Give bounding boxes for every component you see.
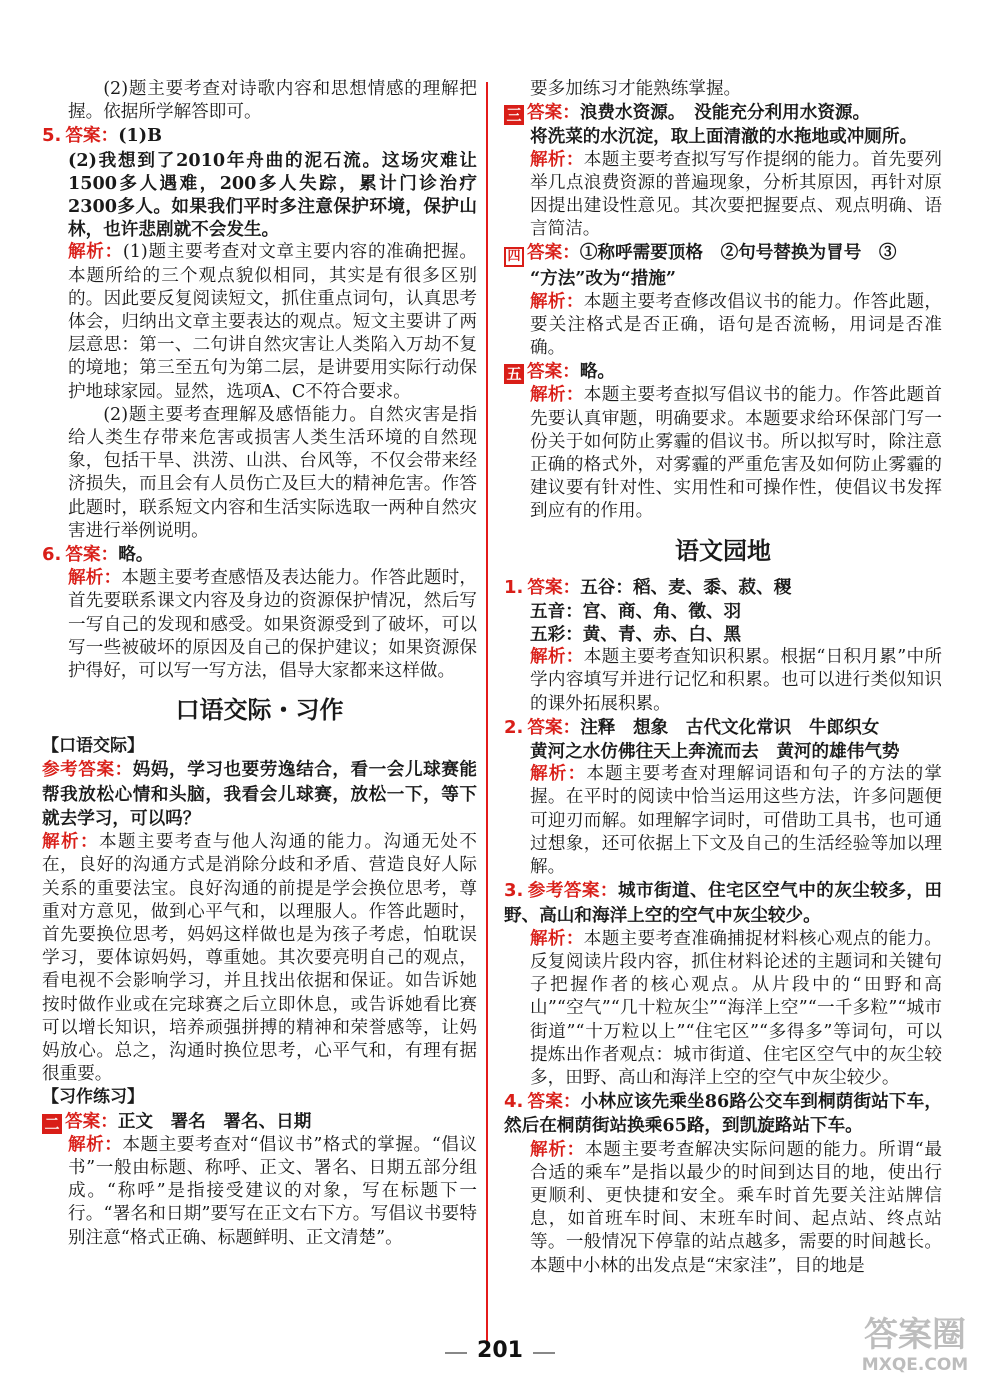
answer-text: 小林应该先乘坐86路公交车到桐荫街站下车，然后在桐荫街站换乘65路，到凯旋路站下车。 <box>504 1091 942 1137</box>
question-5: 5. 答案：(1)B (2)我想到了2010年舟曲的泥石流。这场灾难让1500多人遇难，200多人失踪，累计门诊治疗2300多人。如果我们平时多注意保护环境，保护山林，也许悲剧就不会发生。 解析：(1)题主要考查对文章主要内容的准确把握。本题所给的三个观点貌似相同，其实是有很多区别的。因此要反复阅读短文，抓住重点词句，认真思考体会，归纳出文章主要表达的观点。短文主要讲了两层意思：第一、二句讲自然灾害让人类陷入万劫不复的境地；第三至五句为第二层，是讲要用实际行动保护地球家园。显然，选项A、C不符合要求。 (2)题主要考查理解及感悟能力。自然灾害是指给人类生存带来危害或损害人类生活环境的自然现象，包括干旱、洪涝、山洪、台风等，不仅会带来经济损失，而且会有人员伤亡及巨大的精神危害。作答此题时，联系短文内容和生活实际选取一两种自然灾害进行举例说明。 <box>42 124 477 543</box>
exercise-number-badge: 二 <box>42 1114 62 1134</box>
writing-exercise-4: 四 答案：①称呼需要顶格 ②句号替换为冒号 ③ “方法”改为“措施” 解析：本题主要考查修改倡议书的能力。作答此题，要关注格式是否正确，语句是否流畅，用词是否准确。 <box>504 241 942 360</box>
answer-line-1: 五谷：稻、麦、黍、菽、稷 <box>580 576 792 598</box>
answer-text: 浪费水资源。 没能充分利用水资源。 <box>579 102 871 124</box>
analysis-label: 解析 <box>530 928 566 949</box>
analysis-label: 解析 <box>530 1139 567 1160</box>
question-6: 6. 答案：略。 解析：本题主要考查感悟及表达能力。作答此题时，首先要联系课文内容及身边的资源保护情况，然后写一写自己的发现和感受。如果资源受到了破坏，可以写一些被破坏的原因及自己的保护建议；如果资源保护得好，可以写一写方法，倡导大家都来这样做。 <box>42 544 477 682</box>
answer-text-2: 将洗菜的水沉淀，取上面清澈的水拖地或冲厕所。 <box>530 126 918 148</box>
question-number: 6. <box>42 544 62 566</box>
left-column <box>42 78 477 1250</box>
answer-label: 答案 <box>65 126 101 147</box>
answer-label: 答案 <box>527 103 563 124</box>
reference-answer-label: 参考答案 <box>42 760 115 781</box>
garden-question-2: 2. 答案：注释 想象 古代文化常识 牛郎织女 黄河之水仿佛往天上奔流而去 黄河的雄伟气势 解析：本题主要考查对理解词语和句子的方法的掌握。在平时的阅读中恰当运用这些方法，许多问题便可迎刃而解。如理解字词时，可借助工具书，也可通过想象，还可依据上下文及自己的生活经验等加以理解。 <box>504 716 942 878</box>
question-number: 4. <box>504 1091 524 1113</box>
garden-question-4: 4. 答案：小林应该先乘坐86路公交车到桐荫街站下车，然后在桐荫街站换乘65路，到凯旋路站下车。 解析：本题主要考查解决实际问题的能力。所谓“最合适的乘车”是指以最少的时间到达目的地，使出行更顺利、更快捷和安全。乘车时首先要关注站牌信息，如首班车时间、末班车时间、起点站、终点站等。一般情况下停靠的站点越多，需要的时间越长。本题中小林的出发点是“宋家洼”，目的地是 <box>504 1091 942 1276</box>
analysis-label: 解析 <box>68 568 104 589</box>
footer-line-right <box>533 1352 555 1354</box>
answer-text: 正文 署名 署名、日期 <box>117 1110 312 1132</box>
footer-line-left <box>445 1352 467 1354</box>
answer-line-3: 五彩：黄、青、赤、白、黑 <box>530 624 742 646</box>
analysis-label: 解析 <box>530 291 566 312</box>
exercise-number-badge: 四 <box>504 247 524 267</box>
analysis-text: 本题主要考查准确捕捉材料核心观点的能力。反复阅读片段内容，抓住材料论述的主题词和关键句子把握作者的核心观点。从片段中的“田野和高山”“空气”“几十粒灰尘”“海洋上空”“一千多粒”“城市街道”“十万粒以上”“住宅区”“多得多”等词句，可以提炼出作者观点：城市街道、住宅区空气中的灰尘较多，田野、高山和海洋上空的空气中灰尘较少。 <box>530 928 942 1088</box>
q4-part2-analysis: (2)题主要考查对诗歌内容和思想情感的理解把握。依据所学解答即可。 <box>68 79 477 123</box>
answer-text-2: “方法”改为“措施” <box>530 268 677 290</box>
analysis-label: 解析 <box>530 764 568 785</box>
watermark-logo <box>840 1308 990 1378</box>
answer-text-2: 黄河之水仿佛往天上奔流而去 黄河的雄伟气势 <box>530 741 900 763</box>
answer-label: 答案 <box>527 717 563 738</box>
analysis-text: (1)题主要考查对文章主要内容的准确把握。本题所给的三个观点貌似相同，其实是有很多区别的。因此要反复阅读短文，抓住重点词句，认真思考体会，归纳出文章主要表达的观点。短文主要讲了两层意思：第一、二句讲自然灾害让人类陷入万劫不复的境地；第三至五句为第二层，是讲要用实际行动保护地球家园。显然，选项A、C不符合要求。 <box>68 242 477 402</box>
analysis-text-2: (2)题主要考查理解及感悟能力。自然灾害是指给人类生存带来危害或损害人类生活环境的自然现象，包括干旱、洪涝、山洪、台风等，不仅会带来经济损失，而且会有人员伤亡及巨大的精神危害。作答此题时，联系短文内容和生活实际选取一两种自然灾害进行举例说明。 <box>68 404 477 541</box>
answer-text: 略。 <box>579 361 616 383</box>
analysis-text: 本题主要考查对“倡议书”格式的掌握。“倡议书”一般由标题、称呼、正文、署名、日期五部分组成。“称呼”是指接受建议的对象，写在标题下一行。“署名和日期”要写在正文右下方。写倡议书要特别注意“格式正确、标题鲜明、正文清楚”。 <box>68 1134 477 1248</box>
analysis-label: 解析 <box>530 385 566 406</box>
answer-text: (1)B <box>118 125 162 147</box>
analysis-text: 本题主要考查解决实际问题的能力。所谓“最合适的乘车”是指以最少的时间到达目的地，使出行更顺利、更快捷和安全。乘车时首先要关注站牌信息，如首班车时间、末班车时间、起点站、终点站等。一般情况下停靠的站点越多，需要的时间越长。本题中小林的出发点是“宋家洼”，目的地是 <box>530 1139 942 1276</box>
oral-section-label: 【口语交际】 <box>42 736 144 757</box>
garden-question-1: 1. 答案：五谷：稻、麦、黍、菽、稷 五音：宫、商、角、徵、羽 五彩：黄、青、赤、白、黑 解析：本题主要考查知识积累。根据“日积月累”中所学内容填写并进行记忆和积累。也可以进行类似知识的课外拓展积累。 <box>504 576 942 714</box>
answer-label: 答案 <box>65 545 101 566</box>
question-number: 1. <box>504 576 524 598</box>
section-title-chinese-garden: 语文园地 <box>675 535 771 565</box>
reference-answer-label: 参考答案 <box>527 881 600 902</box>
watermark-title: 答案圈 <box>864 1315 966 1355</box>
answer-text-2: (2)我想到了2010年舟曲的泥石流。这场灾难让1500多人遇难，200多人失踪，累计门诊治疗2300多人。如果我们平时多注意保护环境，保护山林，也许悲剧就不会发生。 <box>68 149 477 241</box>
continued-text: 要多加练习才能熟练掌握。 <box>530 79 742 99</box>
answer-line-2: 五音：宫、商、角、徵、羽 <box>530 600 742 622</box>
analysis-text: 本题主要考查对理解词语和句子的方法的掌握。在平时的阅读中恰当运用这些方法，许多问题便可迎刃而解。如理解字词时，可借助工具书，也可通过想象，还可依据上下文及自己的生活经验等加以理解。 <box>530 764 942 878</box>
analysis-text: 本题主要考查拟写倡议书的能力。作答此题首先要认真审题，明确要求。本题要求给环保部门写一份关于如何防止雾霾的倡议书。所以拟写时，除注意正确的格式外，对雾霾的严重危害及如何防止雾霾的建议要有针对性、实用性和可操作性，使倡议书发挥到应有的作用。 <box>530 385 942 522</box>
writing-exercise-3: 三 答案：浪费水资源。 没能充分利用水资源。 将洗菜的水沉淀，取上面清澈的水拖地或冲厕所。 解析：本题主要考查拟写写作提纲的能力。首先要列举几点浪费资源的普遍现象，分析其原因，再针对原因提出建设性意见。其次要把握要点、观点明确、语言简洁。 <box>504 101 942 241</box>
answer-text: 略。 <box>118 544 154 566</box>
analysis-text: 本题主要考查拟写写作提纲的能力。首先要列举几点浪费资源的普遍现象，分析其原因，再针对原因提出建设性意见。其次要把握要点、观点明确、语言简洁。 <box>530 149 942 240</box>
answer-label: 答案 <box>527 1092 563 1113</box>
exercise-number-badge: 三 <box>504 105 524 125</box>
answer-text: 城市街道、住宅区空气中的灰尘较多，田野、高山和海洋上空的空气中灰尘较少。 <box>504 880 942 926</box>
section-title-oral-writing: 口语交际・习作 <box>175 695 344 725</box>
analysis-label: 解析 <box>530 647 566 668</box>
answer-label: 答案 <box>527 362 563 383</box>
analysis-label: 解析 <box>68 1134 105 1155</box>
oral-answer: 参考答案：妈妈，学习也要劳逸结合，看一会儿球赛能帮我放松心情和头脑，我看会儿球赛，放松一下，等下就去学习，可以吗？ 解析：本题主要考查与他人沟通的能力。沟通无处不在，良好的沟通方式是消除分歧和矛盾、营造良好人际关系的重要法宝。良好沟通的前提是学会换位思考，尊重对方意见，做到心平气和，以理服人。作答此题时，首先要换位思考，妈妈这样做也是为孩子考虑，怕耽误学习，要体谅妈妈，尊重她。其次要亮明自己的观点，看电视不会影响学习，并且找出依据和保证。如告诉她按时做作业或在完球赛之后立即休息，或告诉她看比赛可以增长知识，培养顽强拼搏的精神和荣誉感等，让妈妈放心。总之，沟通时换位思考，心平气和，有理有据很重要。 <box>42 759 477 1085</box>
question-number: 3. <box>504 880 524 902</box>
writing-exercise-2: 二 答案：正文 署名 署名、日期 解析：本题主要考查对“倡议书”格式的掌握。“倡议书”一般由标题、称呼、正文、署名、日期五部分组成。“称呼”是指接受建议的对象，写在标题下一行。“署名和日期”要写在正文右下方。写倡议书要特别注意“格式正确、标题鲜明、正文清楚”。 <box>42 1110 477 1250</box>
answer-label: 答案 <box>527 577 563 598</box>
reference-answer-text: 妈妈，学习也要劳逸结合，看一会儿球赛能帮我放松心情和头脑，我看会儿球赛，放松一下，等下就去学习，可以吗？ <box>42 759 477 829</box>
analysis-text: 本题主要考查修改倡议书的能力。作答此题，要关注格式是否正确，语句是否流畅，用词是否准确。 <box>530 291 942 359</box>
writing-exercise-5: 五 答案：略。 解析：本题主要考查拟写倡议书的能力。作答此题首先要认真审题，明确要求。本题要求给环保部门写一份关于如何防止雾霾的倡议书。所以拟写时，除注意正确的格式外，对雾霾的严重危害及如何防止雾霾的建议要有针对性、实用性和可操作性，使倡议书发挥到应有的作用。 <box>504 360 942 523</box>
writing-section-label: 【习作练习】 <box>42 1087 144 1108</box>
analysis-text: 本题主要考查知识积累。根据“日积月累”中所学内容填写并进行记忆和积累。也可以进行类似知识的课外拓展积累。 <box>530 647 942 714</box>
answer-text: 注释 想象 古代文化常识 牛郎织女 <box>580 716 880 738</box>
analysis-text: 本题主要考查感悟及表达能力。作答此题时，首先要联系课文内容及身边的资源保护情况，然后写一写自己的发现和感受。如果资源受到了破坏，可以写一些被破坏的原因及自己的保护建议；如果资源保护得好，可以写一写方法，倡导大家都来这样做。 <box>68 568 477 682</box>
analysis-label: 解析 <box>42 832 80 853</box>
page-number: 201 <box>477 1338 523 1363</box>
answer-label: 答案 <box>527 243 563 264</box>
column-divider <box>486 82 488 1342</box>
question-number: 5. <box>42 125 62 147</box>
right-column <box>504 78 942 1278</box>
exercise-number-badge: 五 <box>504 364 524 384</box>
analysis-label: 解析 <box>530 149 566 170</box>
analysis-label: 解析 <box>68 242 105 263</box>
analysis-text: 本题主要考查与他人沟通的能力。沟通无处不在，良好的沟通方式是消除分歧和矛盾、营造良好人际关系的重要法宝。良好沟通的前提是学会换位思考，尊重对方意见，做到心平气和，以理服人。作答此题时，首先要换位思考，妈妈这样做也是为孩子考虑，怕耽误学习，要体谅妈妈，尊重她。其次要亮明自己的观点，看电视不会影响学习，并且找出依据和保证。如告诉她按时做作业或在完球赛之后立即休息，或告诉她看比赛可以增长知识，培养顽强拼搏的精神和荣誉感等，让妈妈放心。总之，沟通时换位思考，心平气和，有理有据很重要。 <box>42 832 477 1085</box>
watermark-url: MXQE.COM <box>861 1355 969 1375</box>
answer-label: 答案 <box>65 1111 101 1132</box>
answer-text: ①称呼需要顶格 ②句号替换为冒号 ③ <box>579 242 897 264</box>
question-number: 2. <box>504 716 524 738</box>
garden-question-3: 3. 参考答案：城市街道、住宅区空气中的灰尘较多，田野、高山和海洋上空的空气中灰尘较少。 解析：本题主要考查准确捕捉材料核心观点的能力。反复阅读片段内容，抓住材料论述的主题词和关键句子把握作者的核心观点。从片段中的“田野和高山”“空气”“几十粒灰尘”“海洋上空”“一千多粒”“城市街道”“十万粒以上”“住宅区”“多得多”等词句，可以提炼出作者观点：城市街道、住宅区空气中的灰尘较多，田野、高山和海洋上空的空气中灰尘较少。 <box>504 880 942 1088</box>
